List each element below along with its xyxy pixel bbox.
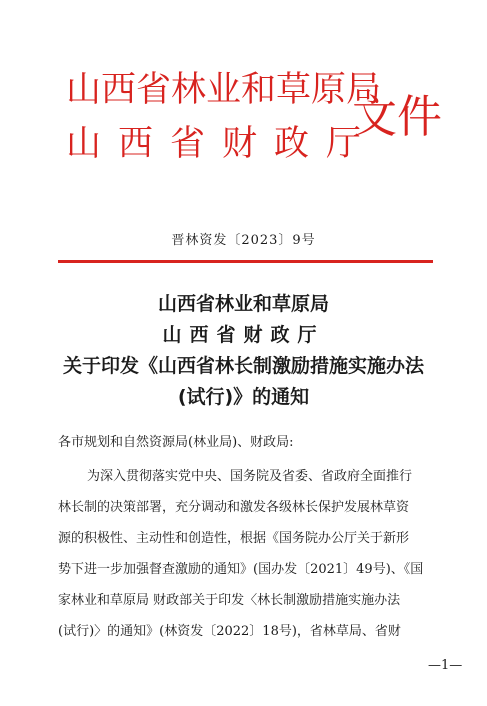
- body-line-1: 为深入贯彻落实党中央、国务院及省委、省政府全面推行: [87, 469, 413, 484]
- masthead-org-forestry: 山西省林业和草原局: [66, 70, 382, 110]
- title-line-3: 关于印发《山西省林长制激励措施实施办法: [62, 355, 424, 377]
- title-line-1: 山西省林业和草原局: [157, 293, 329, 315]
- body-line-4: 势下进一步加强督查激励的通知》(国办发〔2021〕49号)、《国: [58, 562, 424, 577]
- body-line-2: 林长制的决策部署，充分调动和激发各级林长保护发展林草资: [58, 500, 410, 515]
- document-number: 晋林资发〔2023〕9号: [171, 233, 316, 248]
- title-line-2: 山西省财政厅: [162, 324, 325, 346]
- page-number: —1—: [428, 658, 463, 673]
- masthead-org-finance: 山西省财政厅: [66, 124, 379, 164]
- body-line-5: 家林业和草原局 财政部关于印发〈林长制激励措施实施办法: [58, 593, 401, 608]
- body-line-6: (试行)〉的通知》(林资发〔2022〕18号)，省林草局、省财: [58, 624, 401, 639]
- body-line-3: 源的积极性、主动性和创造性，根据《国务院办公厅关于新形: [58, 531, 410, 546]
- masthead-document-word: 文件: [352, 90, 443, 143]
- red-separator-line: [58, 260, 433, 263]
- title-line-4: (试行)》的通知: [177, 386, 310, 408]
- salutation: 各市规划和自然资源局(林业局)、财政局:: [58, 435, 294, 450]
- notice-title: [0, 289, 487, 413]
